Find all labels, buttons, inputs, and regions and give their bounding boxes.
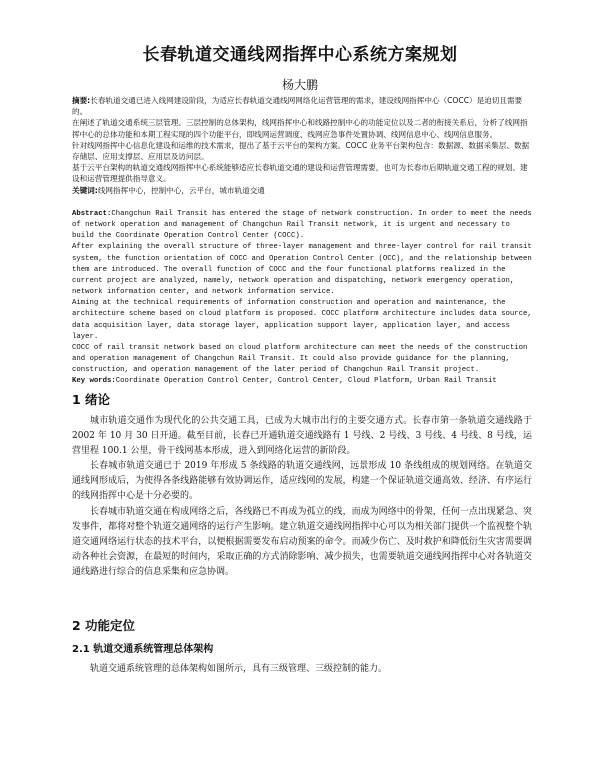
abstract-en-paragraph: Aiming at the technical requirements of information construction and operation and maintenance, the architecture scheme based on cloud platform is proposed. COCC platform architecture includes data source, data acquisition layer, data storage layer, application support layer, application layer, and access layer. [72,299,532,341]
abstract-cn-paragraph: 在阐述了轨道交通系统三层管理、三层控制的总体架构，线网指挥中心和线路控制中心的功能定位以及二者的衔接关系后，分析了线网指挥中心的总体功能和本期工程实现的四个功能平台，即线网运营调度、线网应急事件处置协调、线网信息中心、线网信息服务。 [72,118,528,139]
section-1-body [72,414,532,580]
section-2-1-heading: 2.1 轨道交通系统管理总体架构 [72,644,214,655]
abstract-cn-paragraph: 针对线网指挥中心信息化建设和运维的技术需求，提出了基于云平台的架构方案。COCC 业务平台架构包含：数据源、数据采集层、数据存储层、应用支撑层、应用层及访问层。 [72,140,530,162]
section-2-1-body [72,662,532,677]
body-paragraph: 轨道交通系统管理的总体架构如图所示，具有三级管理、三级控制的能力。 [90,664,388,674]
paper-title: 长春轨道交通线网指挥中心系统方案规划 [142,45,458,65]
abstract-cn-paragraph: 基于云平台架构的轨道交通线网指挥中心系统能够适应长春轨道交通的建设和运营管理需要，也可为长春市后期轨道交通工程的规划、建设和运营管理提供指导意义。 [72,163,528,184]
abstract-en-label: Abstract: [72,210,112,218]
abstract-en [72,209,532,388]
body-paragraph: 城市轨道交通作为现代化的公共交通工具，已成为大城市出行的主要交通方式。长春市第一条轨道交通线路于 2002 年 10 月 30 日开通。截至目前，长春已开通轨道交通线路有 1 号线、2 号线、3 号线、4 号线、8 号线，运营里程 100.1 公里，骨干线网基本形成，进入到网络化运营的新阶段。 [72,416,532,457]
abstract-cn-paragraph: 摘要:长春轨道交通已进入线网建设阶段，为适应长春轨道交通线网网络化运营管理的需求，建设线网指挥中心（COCC）是迫切且需要的。 [72,96,523,117]
keywords-cn-label: 关键词: [72,185,98,195]
abstract-en-paragraph: COCC of rail transit network based on cloud platform architecture can meet the needs of the construction and operation management of Changchun Rail Transit. It could also provide guidance for the planning, construction, and operation management of the later period of Changchun Rail Transit project. [72,343,528,375]
body-paragraph: 长春城市轨道交通已于 2019 年形成 5 条线路的轨道交通线网，远景形成 10 条线组成的规划网络。在轨道交通线网形成后，为使得各条线路能够有效协调运作，适应线网的发展，构建一个保证轨道交通高效、经济、有序运行的线网指挥中心是十分必要的。 [72,461,532,502]
abstract-en-paragraph: After explaining the overall structure of three-layer management and three-layer control for rail transit system, the function orientation of COCC and Operation Control Center (OCC), and the relationship between them are introduced. The overall function of COCC and the four functional platforms realized in the current project are analyzed, namely, network operation and dispatching, network emergency operation, network information center, and network information service. [72,243,532,297]
abstract-cn-label: 摘要: [72,96,91,105]
paper-author: 杨大鹏 [281,78,318,92]
section-1-heading: 1 绪论 [72,392,111,407]
body-paragraph: 长春城市轨道交通在构成网络之后，各线路已不再成为孤立的线，而成为网络中的骨架，任何一点出现紧急、突发事件，都将对整个轨道交通网络的运行产生影响。建立轨道交通线网指挥中心可以为相关部门提供一个监视整个轨道交通网络运行状态的技术平台，以便根据需要发布启动预案的命令。而减少伤亡、及时救护和降低衍生灾害需要调动各种社会资源，在最短的时间内，采取正确的方式消除影响、减少损失，也需要轨道交通线网指挥中心对各轨道交通线路进行综合的信息采集和应急协调。 [72,506,532,577]
abstract-cn [72,95,532,196]
keywords-en: Key words:Coordinate Operation Control Center, Control Center, Cloud Platform, Urban Rail Transit [72,377,497,386]
section-2-heading: 2 功能定位 [72,618,136,633]
keywords-en-label: Key words: [72,377,116,386]
abstract-en-paragraph: Abstract:Changchun Rail Transit has entered the stage of network construction. In order to meet the needs of network operation and management of Changchun Rail Transit network, it is urgent and necessary to build the Coordinate Operation Control Center (COCC). [72,210,532,241]
keywords-cn: 关键词:线网指挥中心，控制中心，云平台，城市轨道交通 [72,185,265,195]
